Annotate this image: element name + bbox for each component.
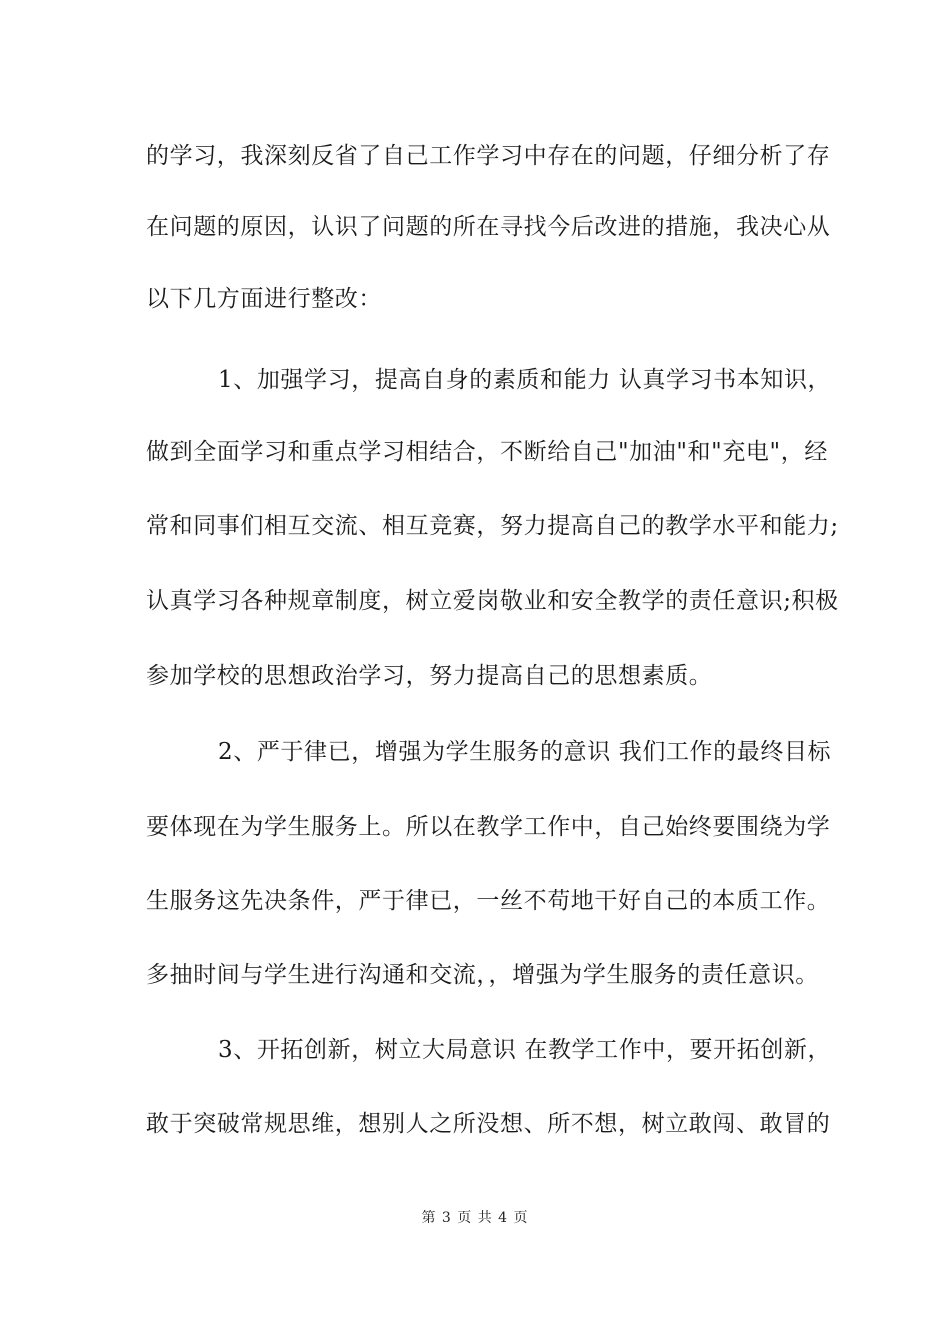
page-number-footer: 第 3 页 共 4 页 (421, 1210, 529, 1226)
body-text-line: 敢于突破常规思维，想别人之所没想、所不想，树立敢闯、敢冒的 (146, 1111, 831, 1137)
body-text-line: 以下几方面进行整改： (146, 286, 382, 312)
section-heading-line: 2、严于律已，增强为学生服务的意识 我们工作的最终目标 (218, 739, 832, 765)
body-text-line: 参加学校的思想政治学习，努力提高自己的思想素质。 (146, 663, 713, 689)
body-text-line: 做到全面学习和重点学习相结合，不断给自己"加油"和"充电"，经 (146, 439, 828, 465)
body-text-line: 的学习，我深刻反省了自己工作学习中存在的问题，仔细分析了存 (146, 143, 831, 169)
section-heading-line: 3、开拓创新，树立大局意识 在教学工作中，要开拓创新， (218, 1037, 832, 1063)
body-text-line: 在问题的原因，认识了问题的所在寻找今后改进的措施，我决心从 (146, 214, 831, 240)
body-text-line: 认真学习各种规章制度，树立爱岗敬业和安全教学的责任意识;积极 (146, 588, 839, 614)
section-heading-line: 1、加强学习，提高自身的素质和能力 认真学习书本知识， (218, 367, 832, 393)
body-text-line: 生服务这先决条件，严于律已，一丝不苟地干好自己的本质工作。 (146, 888, 831, 914)
body-text-line: 常和同事们相互交流、相互竞赛，努力提高自己的教学水平和能力; (146, 513, 839, 539)
body-text-line: 要体现在为学生服务上。所以在教学工作中，自己始终要围绕为学 (146, 814, 831, 840)
body-text-line: 多抽时间与学生进行沟通和交流，，增强为学生服务的责任意识。 (146, 962, 819, 988)
